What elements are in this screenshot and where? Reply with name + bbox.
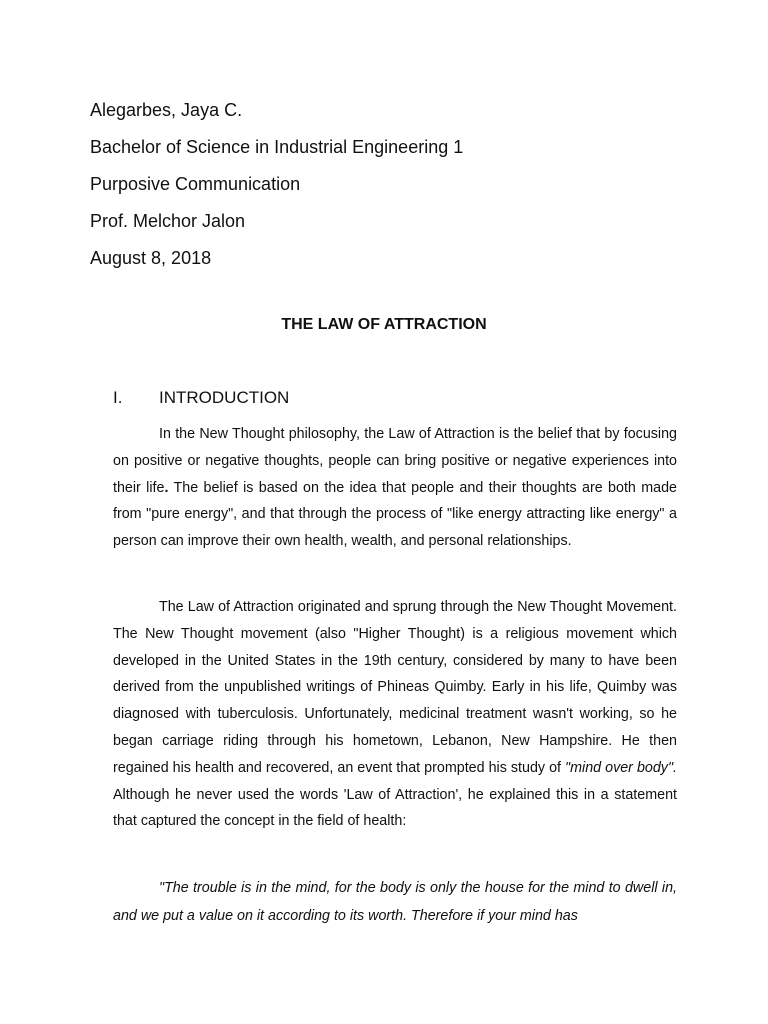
section-number: I.: [113, 388, 123, 407]
section-heading: [113, 386, 289, 410]
professor-name: Prof. Melchor Jalon: [90, 211, 246, 231]
document-title: THE LAW OF ATTRACTION: [281, 316, 487, 333]
subject-name: Purposive Communication: [90, 174, 301, 194]
paragraph-text: The Law of Attraction originated and sprung through the New Thought Movement. The New Thought movement (also "Higher Thought) is a religious movement which developed in the United States in the 19th century, considered by many to have been derived from the unpublished writings of Phineas Quimby. Early in his life, Quimby was diagnosed with tuberculosis. Unfortunately, medicinal treatment wasn't working, so he began carriage riding through his hometown, Lebanon, New Hampshire. He then regained his health and recovered, an event that prompted his study of: [113, 599, 677, 776]
student-name: Alegarbes, Jaya C.: [90, 100, 243, 120]
document-date: August 8, 2018: [90, 248, 212, 268]
paragraph-origin: [113, 594, 677, 835]
paragraph-introduction: [113, 421, 677, 555]
paragraph-text: In the New Thought philosophy, the Law of Attraction is the belief that by focusing on positive or negative thoughts, people can bring positive or negative experiences into their life: [113, 426, 677, 496]
quimby-quote: "The trouble is in the mind, for the body is only the house for the mind to dwell in, and we put a value on it according to its worth. Therefore if your mind has: [113, 880, 677, 924]
bold-period: .: [164, 479, 169, 496]
header-block: [90, 92, 463, 277]
paragraph-text: Although he never used the words 'Law of Attraction', he explained this in a statement that captured the concept in the field of health:: [113, 786, 677, 830]
paragraph-text: The belief is based on the idea that people and their thoughts are both made from "pure energy", and that through the process of "like energy attracting like energy" a person can improve their own health, wealth, and personal relationships.: [113, 479, 677, 550]
section-title: INTRODUCTION: [159, 388, 290, 407]
course-name: Bachelor of Science in Industrial Engineering 1: [90, 137, 464, 157]
italic-phrase: "mind over body".: [565, 759, 677, 776]
